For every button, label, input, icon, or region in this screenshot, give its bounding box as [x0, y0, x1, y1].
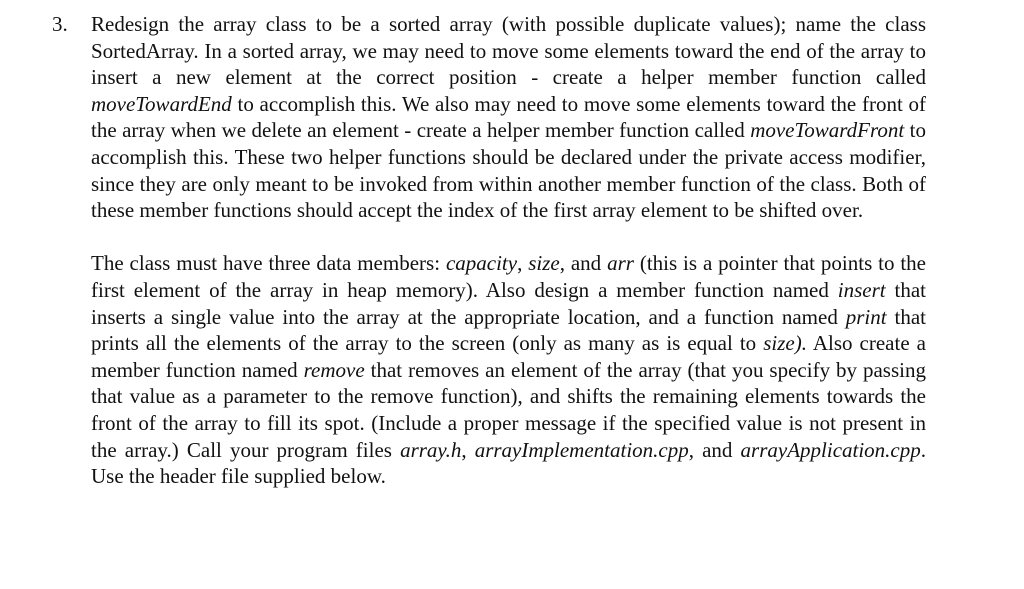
italic-term: arrayApplication.cpp — [740, 437, 921, 462]
assignment-item — [52, 11, 926, 490]
text-run: Redesign the array class to be a sorted array (with possible duplicate values); name the class SortedArray. In a sorted array, we may need to move some elements toward the end of the array to insert a new element at the correct position - create a helper member function called — [91, 12, 926, 90]
item-number: 3. — [52, 12, 68, 36]
text-run: that inserts a single value into the array at the appropriate location, and a function named — [91, 277, 926, 329]
text-run: that removes an element of the array (that you specify by passing that value as a parameter to the remove function), and shifts the remaining elements towards the front of the array to fill its spot. (Include a proper message if the specified value is not present in the array.) Call your program files — [91, 357, 926, 462]
paragraph-1 — [91, 11, 926, 224]
italic-term: array.h — [400, 437, 462, 462]
text-run: , — [517, 251, 529, 276]
italic-term: capacity — [445, 251, 518, 276]
text-run: , and — [559, 251, 608, 276]
text-run: , and — [688, 437, 741, 462]
text-run: , — [461, 437, 475, 462]
paragraph-2 — [91, 250, 926, 489]
text-run: (this is a pointer that points to the first element of the array in heap memory). Also design a member function named — [91, 251, 927, 302]
text-run: The class must have three data members: — [91, 251, 446, 276]
italic-term: arrayImplementation.cpp — [474, 437, 689, 462]
italic-term: insert — [837, 277, 886, 302]
italic-term: remove — [303, 357, 365, 382]
italic-term: size — [528, 251, 560, 276]
text-run: Also create a member function named — [91, 331, 926, 382]
italic-term: print — [845, 304, 887, 329]
text-run: to accomplish this. We also may need to move some elements toward the front of the array when we delete an element - create a helper member function called — [91, 91, 926, 143]
italic-term: moveTowardEnd — [91, 91, 232, 116]
italic-term: size). — [763, 331, 807, 356]
item-body — [91, 11, 926, 490]
text-run: . Use the header file supplied below. — [91, 437, 927, 489]
text-run: to accomplish this. These two helper functions should be declared under the private access modifier, since they are only meant to be invoked from within another member function of the class. Both of these member functions should accept the index of the first array element to be shifted over. — [91, 118, 926, 223]
italic-term: arr — [607, 251, 634, 276]
text-run: that prints all the elements of the array to the screen (only as many as is equal to — [91, 304, 926, 356]
italic-term: moveTowardFront — [750, 118, 905, 143]
